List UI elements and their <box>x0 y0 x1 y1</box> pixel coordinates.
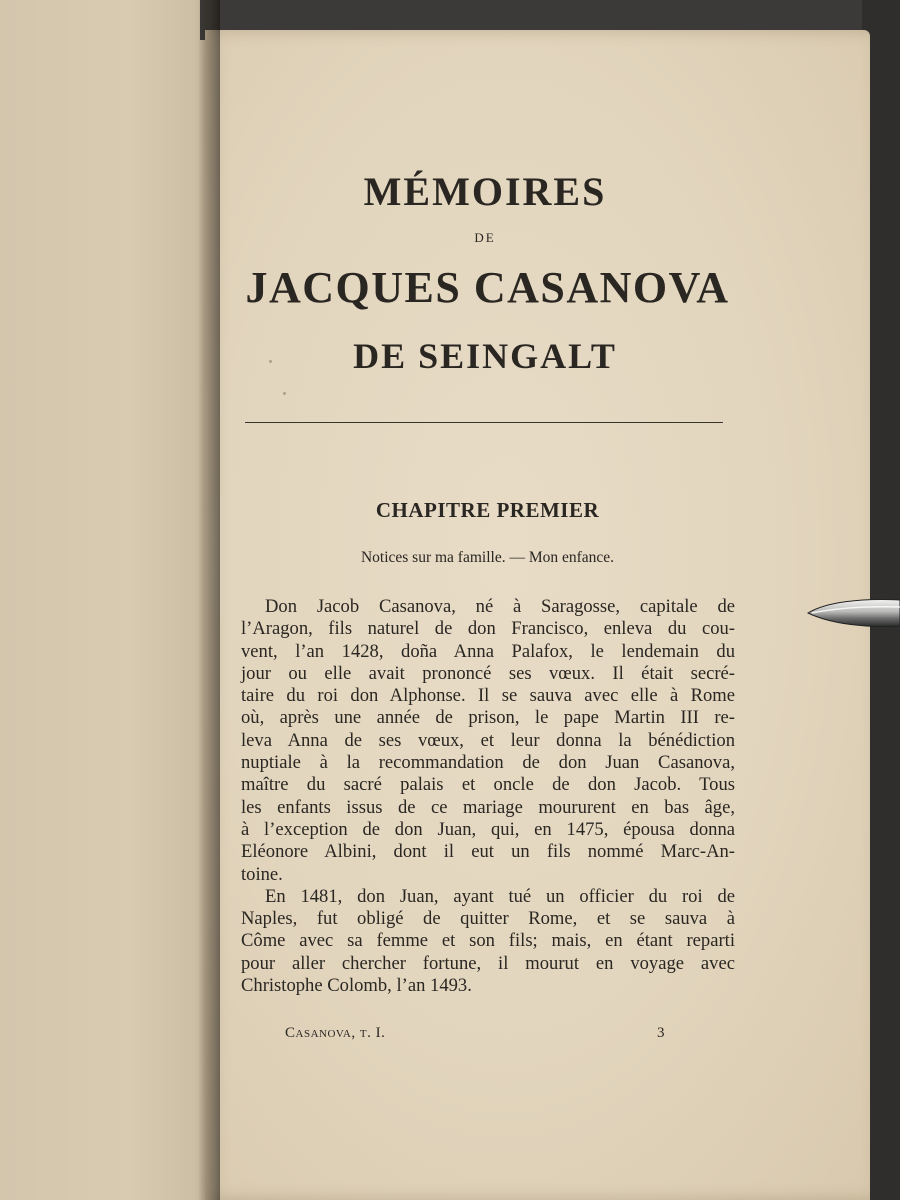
body-line: Eléonore Albini, dont il eut un fils nommé Marc-An- <box>241 841 735 863</box>
body-line: toine. <box>241 863 283 885</box>
title-seingalt: DE SEINGALT <box>353 336 617 376</box>
chapter-heading: CHAPITRE PREMIER <box>375 498 600 522</box>
page-number: 3 <box>657 1025 665 1041</box>
body-line: nuptiale à la recommandation de don Juan Casanova, <box>241 752 735 774</box>
body-line: Don Jacob Casanova, né à Saragosse, capitale de <box>265 596 735 617</box>
title-author: JACQUES CASANOVA <box>245 263 730 312</box>
page-content <box>205 30 870 1200</box>
printed-page <box>205 30 870 1200</box>
footer-signature: Casanova, t. I. <box>285 1025 386 1041</box>
body-line: à l’exception de don Juan, qui, en 1475, épousa donna <box>241 818 735 840</box>
page-footer <box>285 1025 665 1042</box>
body-line: l’Aragon, fils naturel de don Francisco, enleva du cou- <box>241 618 735 640</box>
body-line: Naples, fut obligé de quitter Rome, et se sauva à <box>241 908 735 930</box>
facing-page <box>0 0 215 1200</box>
title-de: DE <box>474 230 496 245</box>
body-line: vent, l’an 1428, doña Anna Palafox, le lendemain du <box>241 640 735 662</box>
body-text <box>241 596 735 997</box>
paper-speck <box>283 392 286 395</box>
metal-pointer-icon <box>806 594 900 630</box>
body-line: Côme avec sa femme et son fils; mais, en étant reparti <box>241 930 735 952</box>
body-line: Christophe Colomb, l’an 1493. <box>241 975 472 997</box>
body-line: maître du sacré palais et oncle de don Jacob. Tous <box>241 774 735 796</box>
body-line: En 1481, don Juan, ayant tué un officier du roi de <box>265 885 735 907</box>
body-line: taire du roi don Alphonse. Il se sauva avec elle à Rome <box>241 685 735 707</box>
paper-speck <box>269 360 272 363</box>
book-gutter-shadow <box>198 0 220 1200</box>
body-line: les enfants issus de ce mariage moururent en bas âge, <box>241 796 735 818</box>
body-line: leva Anna de ses vœux, et leur donna la bénédiction <box>241 729 735 751</box>
body-line: jour ou elle avait prononcé ses vœux. Il était secré- <box>241 662 735 684</box>
title-rule <box>245 422 723 423</box>
chapter-subtitle: Notices sur ma famille. — Mon enfance. <box>360 549 615 566</box>
body-line: pour aller chercher fortune, il mourut en voyage avec <box>241 952 735 974</box>
title-memoires: MÉMOIRES <box>363 169 607 214</box>
body-line: où, après une année de prison, le pape Martin III re- <box>241 707 735 729</box>
